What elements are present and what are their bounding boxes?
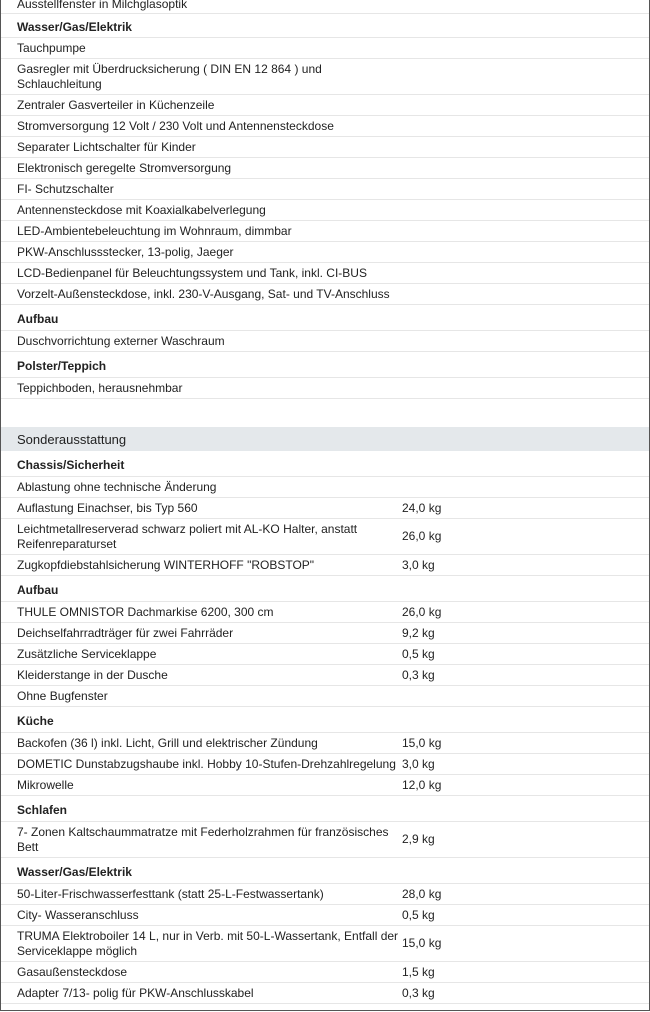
item-weight: 3,0 kg [402,557,435,572]
item-label: THULE OMNISTOR Dachmarkise 6200, 300 cm [17,604,274,619]
item-weight: 9,2 kg [402,625,435,640]
item-label: Duschvorrichtung externer Waschraum [17,333,225,348]
item-label: LED-Ambientebeleuchtung im Wohnraum, dimmbar [17,223,292,238]
category-title: Chassis/Sicherheit [17,458,125,472]
category-title: Aufbau [17,312,59,326]
item-label: PKW-Anschlussstecker, 13-polig, Jaeger [17,244,234,259]
item-label: Teppichboden, herausnehmbar [17,380,183,395]
list-item [1,158,649,179]
item-label: Adapter 7/13- polig für PKW-Anschlusskabel [17,985,254,1000]
item-label: Antennensteckdose mit Koaxialkabelverlegung [17,202,266,217]
category-heading [1,858,649,884]
table-row [1,477,649,498]
category-title: Küche [17,714,54,728]
item-label: Zentraler Gasverteiler in Küchenzeile [17,97,215,112]
list-item [1,378,649,399]
item-label: Kleiderstange in der Dusche [17,667,168,682]
item-weight: 0,5 kg [402,646,435,661]
table-row [1,926,649,962]
item-weight: 12,0 kg [402,777,442,792]
item-weight: 3,0 kg [402,756,435,771]
table-row [1,602,649,623]
section-header-sonderausstattung [1,427,649,451]
spacer [1,399,649,427]
section-title: Sonderausstattung [17,431,127,447]
list-item [1,0,649,14]
category-title: Wasser/Gas/Elektrik [17,865,132,879]
item-weight: 0,3 kg [402,667,435,682]
item-weight: 28,0 kg [402,886,442,901]
category-heading [1,796,649,822]
table-row [1,754,649,775]
category-title: Schlafen [17,803,68,817]
category-heading [1,707,649,733]
item-label: Zusätzliche Serviceklappe [17,646,157,661]
table-row [1,775,649,796]
item-weight: 26,0 kg [402,529,442,543]
item-label: 7- Zonen Kaltschaummatratze mit Federholzrahmen für französisches Bett [17,824,389,854]
table-row [1,519,649,555]
table-row [1,733,649,754]
list-item [1,221,649,242]
category-heading [1,352,649,378]
list-item [1,331,649,352]
item-weight: 0,3 kg [402,985,435,1000]
item-label: TRUMA Elektroboiler 14 L, nur in Verb. mit 50-L-Wassertank, Entfall der Serviceklappe möglich [17,928,399,958]
item-weight: 15,0 kg [402,735,442,750]
item-weight: 26,0 kg [402,604,442,619]
item-label: DOMETIC Dunstabzugshaube inkl. Hobby 10-Stufen-Drehzahlregelung [17,756,396,771]
item-label: Gasaußensteckdose [17,964,128,979]
item-label: Backofen (36 l) inkl. Licht, Grill und elektrischer Zündung [17,735,318,750]
table-row [1,644,649,665]
item-label: Mikrowelle [17,777,74,792]
item-label: Tauchpumpe [17,40,86,55]
category-heading [1,576,649,602]
item-label: Auflastung Einachser, bis Typ 560 [17,500,198,515]
category-title: Polster/Teppich [17,359,107,373]
list-item [1,263,649,284]
item-label: Gasregler mit Überdrucksicherung ( DIN EN 12 864 ) und Schlauchleitung [17,61,322,91]
item-label: Leichtmetallreserverad schwarz poliert mit AL-KO Halter, anstatt Reifenreparaturset [17,521,358,551]
item-label: Elektronisch geregelte Stromversorgung [17,160,232,175]
category-heading [1,451,649,477]
category-heading [1,14,649,38]
table-row [1,962,649,983]
item-label: Vorzelt-Außensteckdose, inkl. 230-V-Ausgang, Sat- und TV-Anschluss [17,286,390,301]
category-title: Aufbau [17,583,59,597]
list-item [1,179,649,200]
item-weight: 24,0 kg [402,500,442,515]
category-heading [1,305,649,331]
table-row [1,555,649,576]
item-label: Ohne Bugfenster [17,688,108,703]
table-row [1,686,649,707]
item-label: FI- Schutzschalter [17,181,114,196]
table-row [1,623,649,644]
item-weight: 0,5 kg [402,907,435,922]
standard-equipment-list [1,14,649,399]
table-row [1,665,649,686]
list-item [1,38,649,59]
item-label: Ausstellfenster in Milchglasoptik [17,0,188,11]
item-label: City- Wasseranschluss [17,907,139,922]
list-item [1,95,649,116]
table-row [1,822,649,858]
item-label: Deichselfahrradträger für zwei Fahrräder [17,625,234,640]
item-label: Separater Lichtschalter für Kinder [17,139,196,154]
item-weight: 15,0 kg [402,936,442,950]
item-label: Zugkopfdiebstahlsicherung WINTERHOFF "ROBSTOP" [17,557,315,572]
list-item [1,242,649,263]
table-row [1,983,649,1004]
list-item [1,137,649,158]
optional-equipment-list [1,451,649,1004]
item-label: LCD-Bedienpanel für Beleuchtungssystem und Tank, inkl. CI-BUS [17,265,367,280]
item-weight: 1,5 kg [402,964,435,979]
list-item [1,116,649,137]
table-row [1,905,649,926]
item-weight: 2,9 kg [402,832,435,846]
list-item [1,200,649,221]
list-item [1,284,649,305]
item-label: 50-Liter-Frischwasserfesttank (statt 25-L-Festwassertank) [17,886,324,901]
list-item [1,59,649,95]
table-row [1,498,649,519]
table-row [1,884,649,905]
item-label: Ablastung ohne technische Änderung [17,479,217,494]
category-title: Wasser/Gas/Elektrik [17,20,132,34]
item-label: Stromversorgung 12 Volt / 230 Volt und Antennensteckdose [17,118,334,133]
